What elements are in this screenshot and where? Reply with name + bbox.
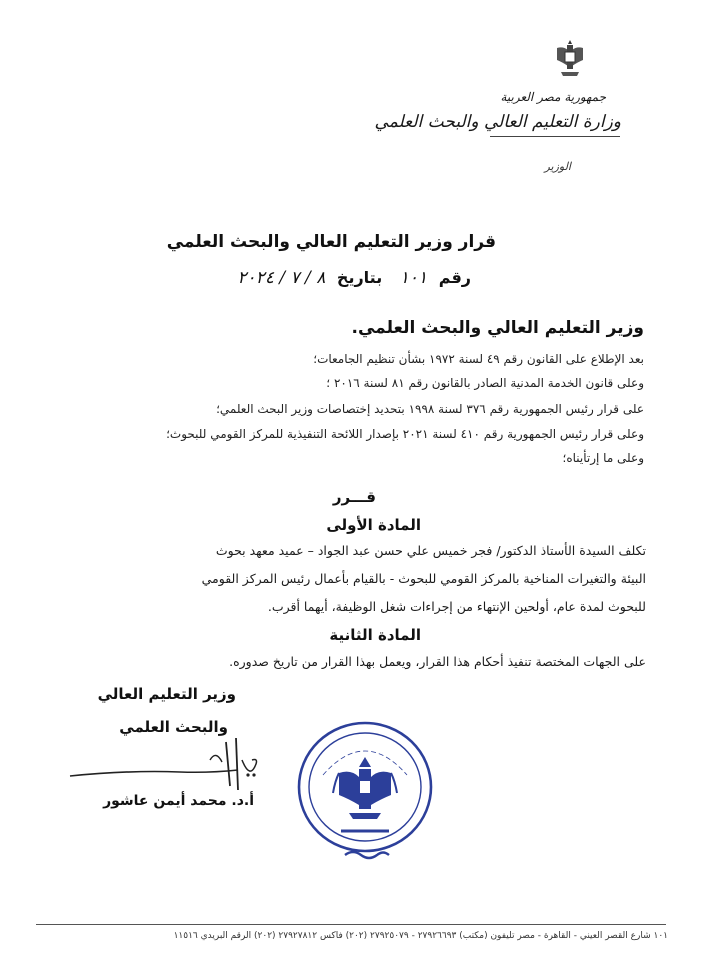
- egypt-eagle-emblem-icon: [553, 38, 587, 78]
- article1-line: تكلف السيدة الأستاذ الدكتور/ فجر خميس علي حسن عبد الجواد – عميد معهد بحوث: [215, 543, 646, 558]
- letterhead-office: الوزير: [544, 160, 571, 173]
- letterhead-divider: [490, 136, 620, 137]
- article2-line: على الجهات المختصة تنفيذ أحكام هذا القرار، ويعمل بهذا القرار من تاريخ صدوره.: [229, 654, 646, 669]
- signatory-title-line2: والبحث العلمي: [119, 718, 228, 736]
- preamble-line: وعلى ما إرتأيناه؛: [562, 451, 644, 465]
- article1-line: للبحوث لمدة عام، أولحين الإنتهاء من إجراءات شغل الوظيفة، أيهما أقرب.: [267, 599, 646, 614]
- article1-title: المادة الأولى: [326, 516, 421, 534]
- decree-number-label: رقم: [438, 268, 471, 287]
- preamble-line: على قرار رئيس الجمهورية رقم ٣٧٦ لسنة ١٩٩٨ بتحديد إختصاصات وزير البحث العلمي؛: [216, 402, 644, 416]
- letterhead-ministry: وزارة التعليم العالي والبحث العلمي: [374, 112, 621, 132]
- footer-divider: [36, 924, 666, 925]
- preamble-line: وعلى قانون الخدمة المدنية الصادر بالقانون رقم ٨١ لسنة ٢٠١٦ ؛: [326, 376, 644, 390]
- signatory-title-line1: وزير التعليم العالي: [97, 685, 236, 703]
- decree-number-line: [237, 268, 471, 288]
- preamble-minister: وزير التعليم العالي والبحث العلمي.: [351, 318, 644, 338]
- decided-heading: قـــرر: [332, 488, 376, 506]
- preamble-line: وعلى قرار رئيس الجمهورية رقم ٤١٠ لسنة ٢٠٢١ بإصدار اللائحة التنفيذية للمركز القومي للبحوث؛: [166, 427, 644, 441]
- decree-number: ١٠١: [399, 268, 428, 288]
- decree-title: قرار وزير التعليم العالي والبحث العلمي: [166, 232, 496, 252]
- handwritten-signature: [60, 730, 280, 800]
- official-stamp: [293, 715, 438, 865]
- letterhead-republic: جمهورية مصر العربية: [500, 90, 606, 104]
- article2-title: المادة الثانية: [329, 626, 421, 644]
- preamble-line: بعد الإطلاع على القانون رقم ٤٩ لسنة ١٩٧٢ بشأن تنظيم الجامعات؛: [313, 352, 644, 366]
- article1-line: البيئة والتغيرات المناخية بالمركز القومي للبحوث - بالقيام بأعمال رئيس المركز القومي: [201, 571, 646, 586]
- footer-address: ١٠١ شارع القصر العيني - القاهرة - مصر تليفون (مكتب) ٢٧٩٢٦٦٩٣ - ٢٧٩٢٥٠٧٩ (٢٠٢) فاكس ٢٧٩٢٧٨١٢ (٢٠٢) الرقم البريدي ١١٥١٦: [173, 931, 668, 941]
- decree-date-label: بتاريخ: [336, 268, 383, 287]
- signatory-name: أ.د. محمد أيمن عاشور: [103, 793, 254, 809]
- decree-date: ٨ / ٧ / ٢٠٢٤: [237, 268, 326, 288]
